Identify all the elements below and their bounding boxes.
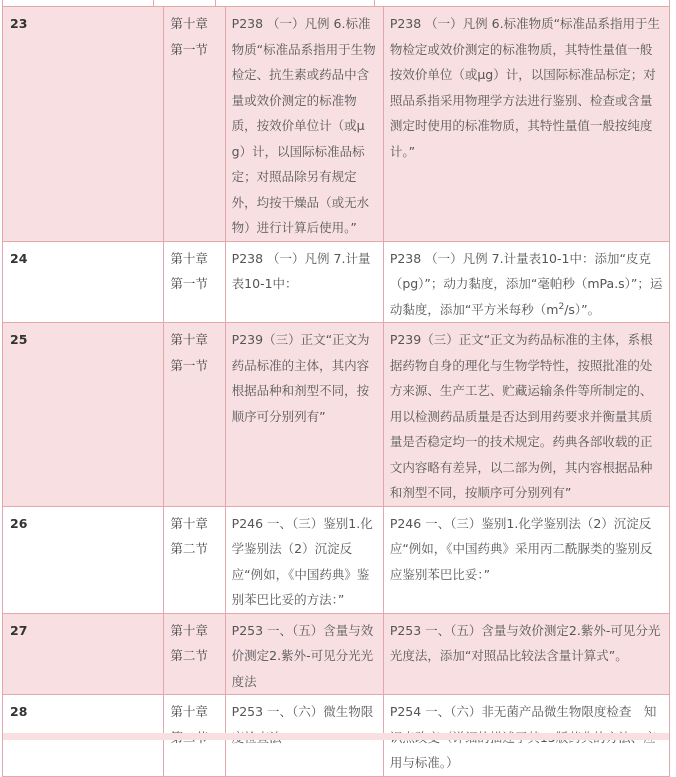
new-content-cell: P239（三）正文“正文为药品标准的主体，系根据药物自身的理化与生物学特性，按照批准的处方来源、生产工艺、贮藏运输条件等所制定的、用以检测药品质量是否达到用药要求并衡量其质量是否稳定均一的技术规定。药典各部收载的正文内容略有差异，以二部为例，其内容根据品种和剂型不同，按顺序可分别列有” [383,323,669,507]
section-label: 第一节 [170,276,208,291]
table-row [3,613,670,695]
row-number: 26 [3,506,164,613]
section-label: 第一节 [170,357,208,373]
chapter-label: 第十章 [170,16,208,31]
new-content-cell: P246 一、（三）鉴别1.化学鉴别法（2）沉淀反应“例如，《中国药典》采用丙二酰脲类的鉴别反应鉴别苯巴比妥：” [383,506,669,613]
section-label: 第一节 [170,41,208,57]
chapter-label: 第十章 [170,622,208,638]
section-label: 第二节 [170,541,208,556]
superscript: 2 [558,301,565,312]
row-number: 28 [3,695,164,777]
new-content-text-end: /s）”。 [564,301,601,317]
new-content-cell: P254 一、（六）非无菌产品微生物限度检查 知 用与标准。） [383,695,669,777]
chapter-cell [164,7,225,242]
revision-table [2,6,670,777]
table-row [3,506,670,613]
chapter-cell [164,613,225,695]
section-label: 第二节 [170,648,208,663]
chapter-cell [164,323,225,507]
row-number: 24 [3,241,164,323]
table-row [3,323,670,507]
chapter-label: 第十章 [170,515,208,531]
old-content-cell: P238 （一）凡例 6.标准物质“标准品系指用于生物检定、抗生素或药品中含量或效价测定的标准物质，按效价单位计（或μg）计，以国际标准品标定；对照品除另有规定外，均按干燥品（或无水物）进行计算后使用。” [225,7,383,242]
chapter-label: 第十章 [170,704,208,719]
old-content-cell: P253 一、（六）微生物限 [225,695,383,777]
new-content-cell: P238 （一）凡例 6.标准物质“标准品系指用于生物检定或效价测定的标准物质，其特性量值一般按效价单位（或μg）计，以国际标准品标定；对照品系指采用物理学方法进行鉴别、检查或含量测定时使用的标准物质，其特性量值一般按纯度计。” [383,7,669,242]
row-number: 25 [3,323,164,507]
row-number: 23 [3,7,164,242]
old-content-cell: P246 一、（三）鉴别1.化学鉴别法（2）沉淀反应“例如，《中国药典》鉴别苯巴比妥的方法：” [225,506,383,613]
row-number: 27 [3,613,164,695]
table-row [3,7,670,242]
chapter-label: 第十章 [170,250,208,266]
new-content-cell: P253 一、（五）含量与效价测定2.紫外-可见分光光度法，添加“对照品比较法含量计算式”。 [383,613,669,695]
new-content-cell [383,241,669,323]
old-content-cell: P238 （一）凡例 7.计量表10-1中： [225,241,383,323]
old-content-cell: P239（三）正文“正文为药品标准的主体，其内容根据品种和剂型不同，按顺序可分别列有” [225,323,383,507]
new-content-text: P238 （一）凡例 7.计量表10-1中：添加“皮克（pg）”；动力黏度，添加“毫帕秒（mPa.s）”；运动黏度，添加“平方米每秒（m [389,250,663,317]
next-row-remnant [2,733,670,740]
old-content-cell: P253 一、（五）含量与效价测定2.紫外-可见分光光度法 [225,613,383,695]
chapter-cell [164,241,225,323]
table-row [3,241,670,323]
chapter-cell [164,506,225,613]
chapter-label: 第十章 [170,332,208,347]
